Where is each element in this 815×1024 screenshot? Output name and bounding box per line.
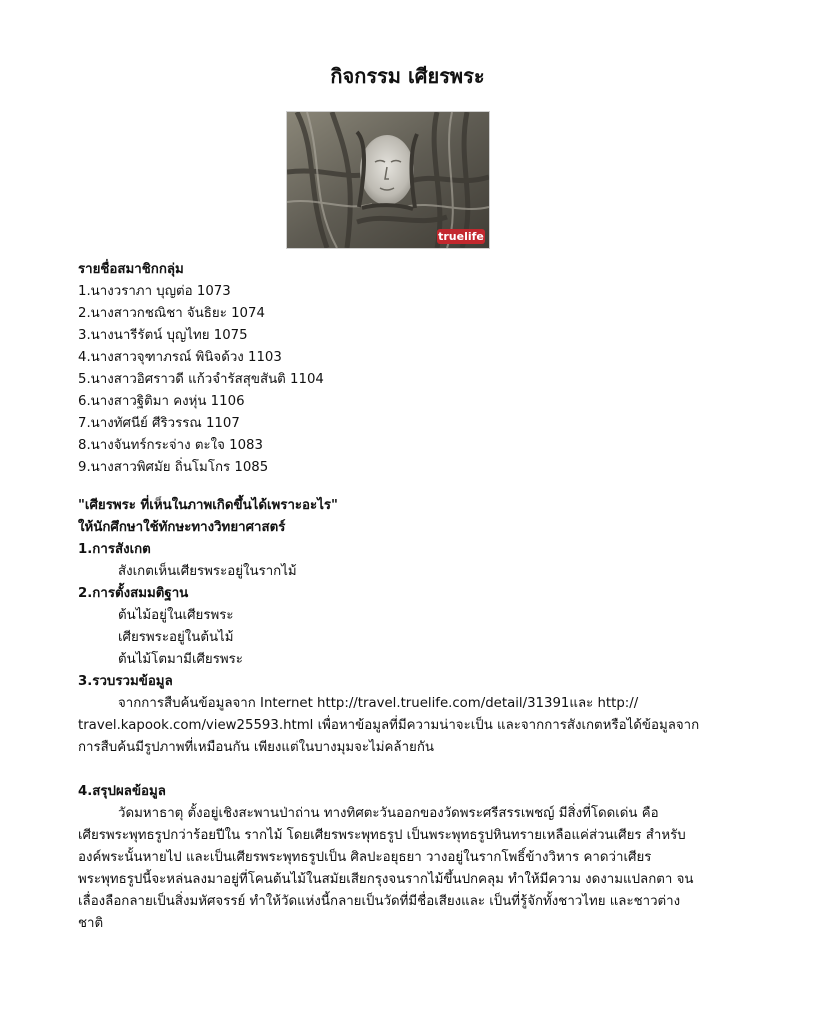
step2-heading: 2.การตั้งสมมติฐาน <box>78 586 189 601</box>
buddha-head-tree-photo <box>286 111 490 249</box>
step3-line: travel.kapook.com/view25593.html เพื่อหาข้อมูลที่มีความน่าจะเป็น และจากการสังเกตหรือได้ข้อมูลจาก <box>78 718 700 733</box>
step4-line: วัดมหาธาตุ ตั้งอยู่เชิงสะพานป่าถ่าน ทางทิศตะวันออกของวัดพระศรีสรรเพชญ์ มีสิ่งที่โดดเด่น คือ <box>118 806 659 821</box>
step1-text: สังเกตเห็นเศียรพระอยู่ในรากไม้ <box>118 564 297 579</box>
member-item: 8.นางจันทร์กระจ่าง ตะใจ 1083 <box>78 438 263 453</box>
step4-line: พระพุทธรูปนี้จะหล่นลงมาอยู่ที่โคนต้นไม้ในสมัยเสียกรุงจนรากไม้ขึ้นปกคลุม ทำให้มีความ งดงามแปลกตา จน <box>78 872 694 887</box>
truelife-watermark: truelife <box>438 230 484 243</box>
step3-heading: 3.รวบรวมข้อมูล <box>78 674 173 689</box>
members-heading: รายชื่อสมาชิกกลุ่ม <box>78 262 184 277</box>
member-item: 1.นางวราภา บุญต่อ 1073 <box>78 284 231 299</box>
step4-line: เศียรพระพุทธรูปกว่าร้อยปีใน รากไม้ โดยเศียรพระพุทธรูป เป็นพระพุทธรูปหินทรายเหลือแค่ส่วนเศียร สำหรับ <box>78 828 686 843</box>
member-item: 5.นางสาวอิศราวดี แก้วจำรัสสุขสันติ 1104 <box>78 372 324 387</box>
page-title: กิจกรรม เศียรพระ <box>330 64 485 88</box>
hypothesis-item: เศียรพระอยู่ในต้นไม้ <box>118 630 234 645</box>
member-item: 7.นางทัศนีย์ ศีริวรรณ 1107 <box>78 416 240 431</box>
member-item: 6.นางสาวฐิติมา คงหุ่น 1106 <box>78 394 245 409</box>
hypothesis-item: ต้นไม้โตมามีเศียรพระ <box>118 652 243 667</box>
question-instruction: ให้นักศึกษาใช้ทักษะทางวิทยาศาสตร์ <box>78 520 286 535</box>
member-item: 3.นางนารีรัตน์ บุญไทย 1075 <box>78 328 248 343</box>
question-line: "เศียรพระ ที่เห็นในภาพเกิดขึ้นได้เพราะอะไร" <box>78 498 338 513</box>
step3-line: การสืบค้นมีรูปภาพที่เหมือนกัน เพียงแต่ในบางมุมจะไม่คล้ายกัน <box>78 740 434 755</box>
step4-line: เลื่องลือกลายเป็นสิ่งมหัศจรรย์ ทำให้วัดแห่งนี้กลายเป็นวัดที่มีชื่อเสียงและ เป็นที่รู้จักทั้งชาวไทย และชาวต่าง <box>78 894 681 909</box>
step4-line: องค์พระนั้นหายไป และเป็นเศียรพระพุทธรูปเป็น ศิลปะอยุธยา วางอยู่ในรากโพธิ์ข้างวิหาร คาดว่าเศียร <box>78 850 652 865</box>
step3-line: จากการสืบค้นข้อมูลจาก Internet http://travel.truelife.com/detail/31391และ http:// <box>118 696 639 711</box>
member-item: 4.นางสาวจุฑาภรณ์ พินิจด้วง 1103 <box>78 350 282 365</box>
document-body <box>78 259 758 935</box>
step1-heading: 1.การสังเกต <box>78 542 151 557</box>
spacer <box>78 759 758 781</box>
photo-illustration <box>287 112 489 248</box>
hypothesis-item: ต้นไม้อยู่ในเศียรพระ <box>118 608 234 623</box>
step4-line: ชาติ <box>78 916 104 931</box>
member-item: 2.นางสาวกชณิชา จันธิยะ 1074 <box>78 306 265 321</box>
member-item: 9.นางสาวพิศมัย ถิ่นโมโกร 1085 <box>78 460 269 475</box>
step4-heading: 4.สรุปผลข้อมูล <box>78 784 166 799</box>
spacer <box>78 479 758 495</box>
